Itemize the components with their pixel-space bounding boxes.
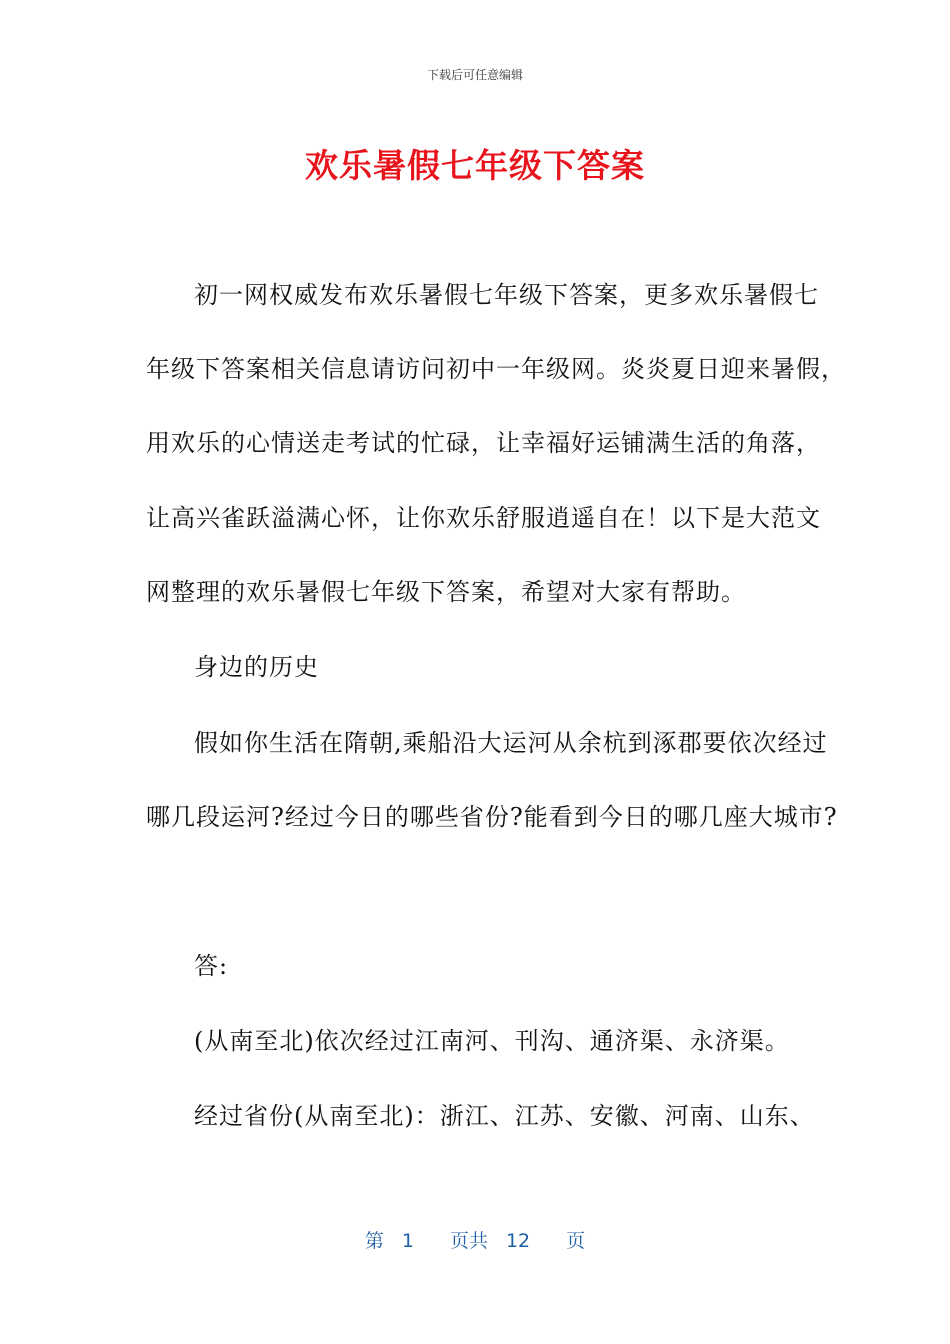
page-footer bbox=[0, 1226, 950, 1253]
footer-suffix: 页 bbox=[566, 1230, 586, 1252]
body-line-1: 初一网权威发布欢乐暑假七年级下答案，更多欢乐暑假七 bbox=[194, 281, 819, 309]
header-note: 下载后可任意编辑 bbox=[426, 68, 523, 82]
answer-line-2: 经过省份(从南至北)：浙江、江苏、安徽、河南、山东、 bbox=[194, 1102, 815, 1130]
answer-line-1: (从南至北)依次经过江南河、刊沟、通济渠、永济渠。 bbox=[194, 1027, 790, 1055]
body-line-5: 网整理的欢乐暑假七年级下答案，希望对大家有帮助。 bbox=[146, 578, 746, 606]
document-title: 欢乐暑假七年级下答案 bbox=[305, 146, 645, 185]
body-line-4: 让高兴雀跃溢满心怀，让你欢乐舒服逍遥自在！以下是大范文 bbox=[146, 504, 821, 532]
body-line-3: 用欢乐的心情送走考试的忙碌，让幸福好运铺满生活的角落， bbox=[146, 429, 821, 457]
section-heading: 身边的历史 bbox=[194, 653, 319, 681]
question-line-2: 哪几段运河?经过今日的哪些省份?能看到今日的哪几座大城市? bbox=[146, 803, 838, 831]
footer-middle: 页共 bbox=[449, 1230, 488, 1252]
footer-prefix: 第 bbox=[364, 1230, 384, 1252]
question-line-1: 假如你生活在隋朝,乘船沿大运河从余杭到涿郡要依次经过 bbox=[194, 729, 828, 757]
answer-label: 答: bbox=[194, 952, 229, 980]
footer-total-pages: 12 bbox=[505, 1230, 531, 1252]
body-line-2: 年级下答案相关信息请访问初中一年级网。炎炎夏日迎来暑假， bbox=[146, 355, 846, 383]
footer-page-number: 1 bbox=[401, 1230, 414, 1252]
